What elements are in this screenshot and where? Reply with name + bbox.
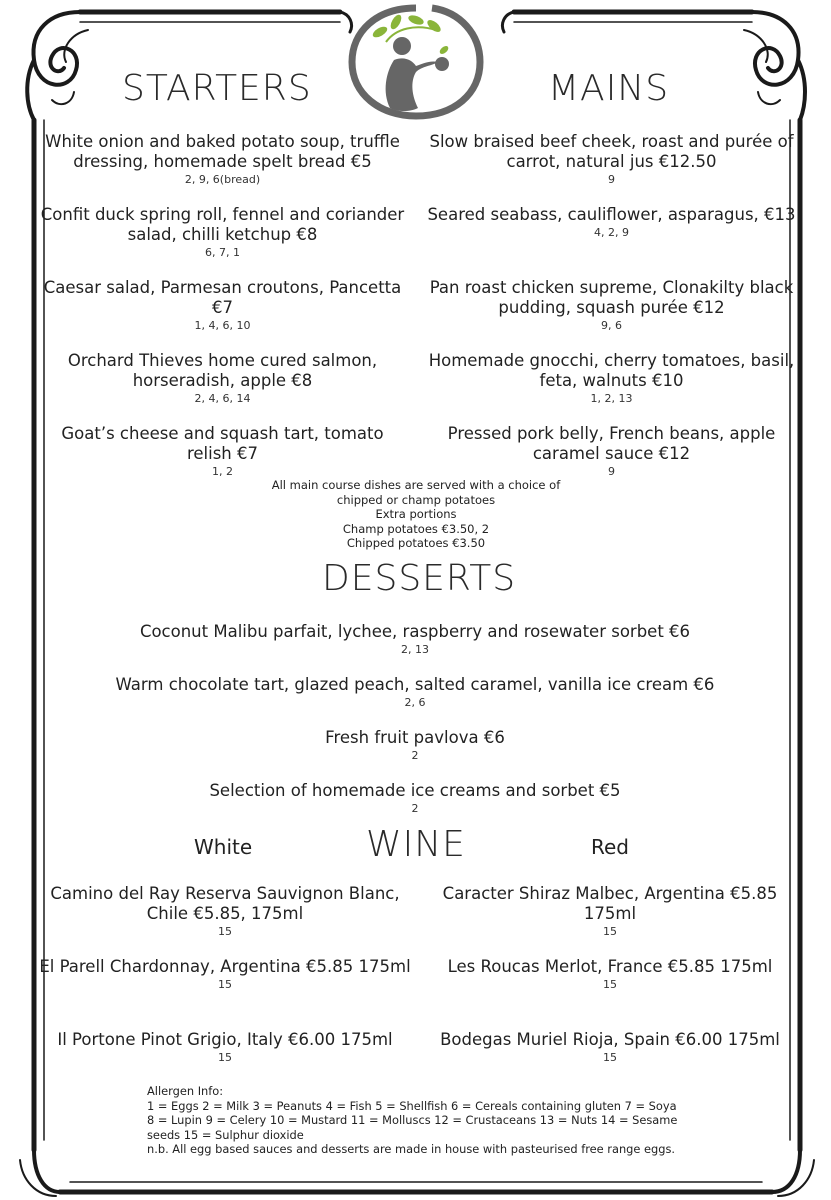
wine-name: Les Roucas Merlot, France €5.85 175ml	[447, 957, 773, 976]
wine-name: Camino del Ray Reserva Sauvignon Blanc, Chile €5.85, 175ml	[50, 884, 400, 923]
dish-allergens: 9	[608, 173, 615, 186]
wine-item	[420, 957, 800, 1030]
mains-heading: MAINS	[548, 68, 670, 109]
side-notes	[240, 478, 592, 551]
main-item	[424, 205, 799, 278]
wine-name: Bodegas Muriel Rioja, Spain €6.00 175ml	[440, 1030, 780, 1049]
restaurant-logo-icon	[346, 2, 486, 120]
red-wine-heading: Red	[591, 835, 629, 859]
wine-allergens: 15	[218, 1051, 232, 1064]
wine-allergens: 15	[603, 925, 617, 938]
dish-name: Orchard Thieves home cured salmon, horseradish, apple €8	[67, 351, 378, 390]
dessert-item	[60, 622, 770, 675]
starter-item	[40, 351, 405, 424]
white-wine-heading: White	[194, 835, 253, 859]
wine-name: Il Portone Pinot Grigio, Italy €6.00 175ml	[57, 1030, 393, 1049]
wine-heading: WINE	[366, 824, 466, 865]
desserts-list	[60, 622, 770, 834]
dish-allergens: 2, 13	[401, 643, 429, 656]
dish-name: Pressed pork belly, French beans, apple caramel sauce €12	[447, 424, 776, 463]
dish-allergens: 9	[608, 465, 615, 478]
wine-name: Caracter Shiraz Malbec, Argentina €5.85 175ml	[442, 884, 778, 923]
white-wine-list	[30, 884, 420, 1103]
main-item	[424, 278, 799, 351]
dish-allergens: 2	[411, 802, 419, 815]
dessert-item	[60, 728, 770, 781]
allergen-footnote: n.b. All egg based sauces and desserts are made in house with pasteurised free range eggs.	[147, 1142, 676, 1157]
dish-name: Goat’s cheese and squash tart, tomato relish €7	[61, 424, 384, 463]
desserts-heading: DESSERTS	[322, 558, 517, 599]
dish-allergens: 1, 4, 6, 10	[194, 319, 251, 332]
starter-item	[40, 205, 405, 278]
dish-allergens: 2, 9, 6(bread)	[184, 173, 261, 186]
dish-allergens: 1, 2, 13	[590, 392, 633, 405]
dish-name: Fresh fruit pavlova €6	[325, 728, 505, 747]
dish-allergens: 1, 2	[212, 465, 233, 478]
starters-list	[40, 132, 405, 497]
dish-name: Caesar salad, Parmesan croutons, Pancetta €7	[43, 278, 402, 317]
dish-name: Slow braised beef cheek, roast and purée of carrot, natural jus €12.50	[429, 132, 794, 171]
allergen-info	[147, 1084, 687, 1157]
starters-heading: STARTERS	[122, 68, 312, 109]
dish-name: Seared seabass, cauliflower, asparagus, €13	[427, 205, 796, 224]
wine-item	[30, 957, 420, 1030]
wine-allergens: 15	[603, 978, 617, 991]
wine-allergens: 15	[218, 925, 232, 938]
wine-allergens: 15	[218, 978, 232, 991]
dish-allergens: 2, 6	[404, 696, 426, 709]
dish-allergens: 6, 7, 1	[205, 246, 240, 259]
note-line: chipped or champ potatoes	[336, 492, 496, 507]
note-line: All main course dishes are served with a choice of	[271, 478, 561, 492]
main-item	[424, 132, 799, 205]
red-wine-list	[420, 884, 800, 1103]
dish-allergens: 9, 6	[601, 319, 622, 332]
allergen-title: Allergen Info:	[147, 1084, 224, 1098]
dish-name: Confit duck spring roll, fennel and coriander salad, chilli ketchup €8	[40, 205, 405, 244]
dish-name: Selection of homemade ice creams and sorbet €5	[209, 781, 621, 800]
wine-name: El Parell Chardonnay, Argentina €5.85 175ml	[39, 957, 411, 976]
note-line: Extra portions	[375, 507, 457, 521]
wine-item	[30, 884, 420, 957]
wine-allergens: 15	[603, 1051, 617, 1064]
dish-name: Warm chocolate tart, glazed peach, salted caramel, vanilla ice cream €6	[115, 675, 715, 694]
dish-name: Pan roast chicken supreme, Clonakilty black pudding, squash purée €12	[429, 278, 794, 317]
dessert-item	[60, 675, 770, 728]
note-line: Chipped potatoes €3.50	[346, 536, 486, 550]
main-item	[424, 351, 799, 424]
note-line: Champ potatoes €3.50, 2	[342, 521, 490, 536]
starter-item	[40, 278, 405, 351]
dish-allergens: 4, 2, 9	[594, 226, 629, 239]
dish-name: Coconut Malibu parfait, lychee, raspberry and rosewater sorbet €6	[139, 622, 691, 641]
dish-allergens: 2, 4, 6, 14	[194, 392, 251, 405]
dish-name: Homemade gnocchi, cherry tomatoes, basil, feta, walnuts €10	[428, 351, 795, 390]
dish-name: White onion and baked potato soup, truffle dressing, homemade spelt bread €5	[45, 132, 400, 171]
mains-list	[424, 132, 799, 497]
starter-item	[40, 132, 405, 205]
allergen-legend: 1 = Eggs 2 = Milk 3 = Peanuts 4 = Fish 5 = Shellfish 6 = Cereals containing gluten 7 = Soya 8 = Lupin 9 = Celery 10 = Mustard 11 = Molluscs 12 = Crustaceans 13 = Nuts 14 = Sesame seeds 15 = Sulphur dioxide	[147, 1098, 678, 1142]
wine-item	[420, 884, 800, 957]
dish-allergens: 2	[411, 749, 419, 762]
